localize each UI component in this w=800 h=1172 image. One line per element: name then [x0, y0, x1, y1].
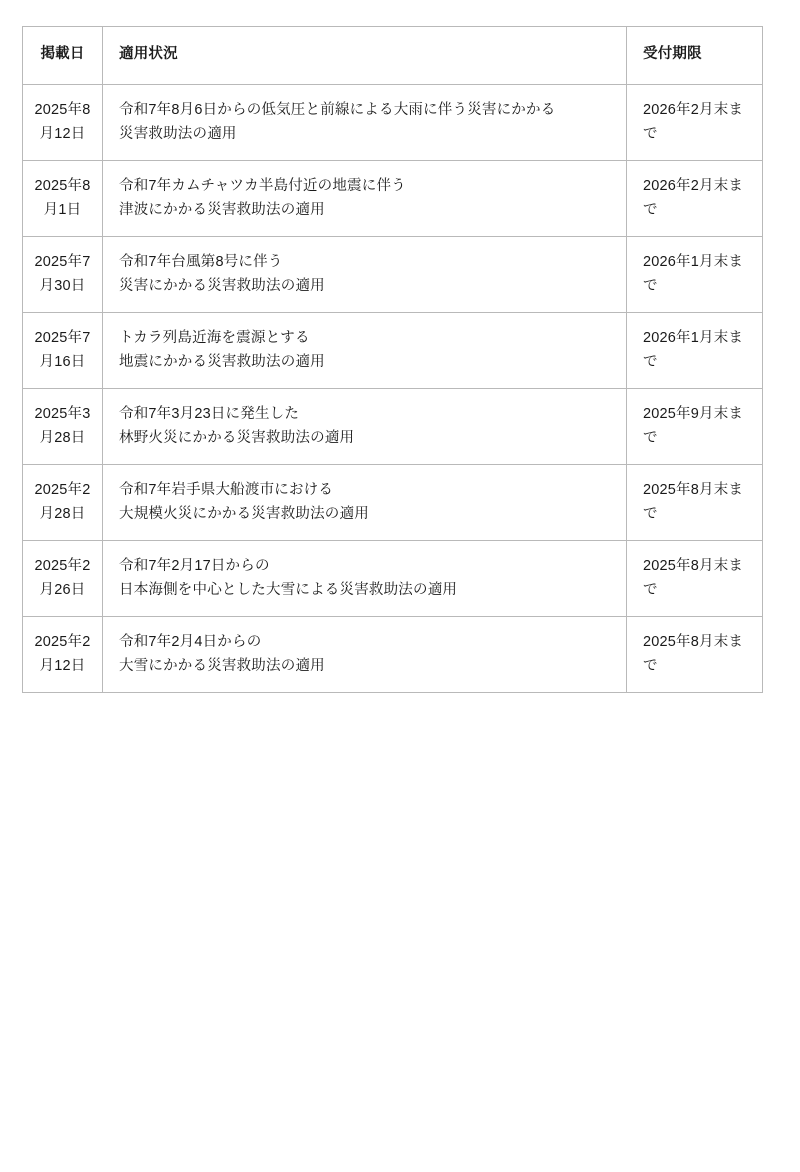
cell-application-status [103, 465, 627, 541]
table-row [23, 161, 763, 237]
status-line: 日本海側を中心とした大雪による災害救助法の適用 [119, 581, 458, 598]
status-line: 災害救助法の適用 [119, 125, 237, 142]
table-row [23, 237, 763, 313]
cell-posted-date: 2025年7月16日 [23, 313, 103, 389]
status-line: 津波にかかる災害救助法の適用 [119, 201, 325, 218]
cell-application-status [103, 313, 627, 389]
table-header [23, 27, 763, 85]
cell-posted-date: 2025年2月12日 [23, 617, 103, 693]
table-body [23, 85, 763, 693]
table-row [23, 85, 763, 161]
cell-deadline: 2025年8月末まで [627, 465, 763, 541]
table-header-row [23, 27, 763, 85]
status-line: 令和7年台風第8号に伴う [119, 254, 283, 271]
cell-deadline: 2025年8月末まで [627, 617, 763, 693]
status-line: 令和7年2月17日からの [119, 558, 270, 575]
cell-posted-date: 2025年2月28日 [23, 465, 103, 541]
cell-application-status [103, 541, 627, 617]
cell-deadline: 2025年8月末まで [627, 541, 763, 617]
cell-application-status [103, 237, 627, 313]
table-row [23, 389, 763, 465]
table-row [23, 541, 763, 617]
cell-posted-date: 2025年8月1日 [23, 161, 103, 237]
status-line: 令和7年3月23日に発生した [119, 406, 300, 423]
cell-deadline: 2026年2月末まで [627, 85, 763, 161]
cell-deadline: 2025年9月末まで [627, 389, 763, 465]
table-row [23, 617, 763, 693]
cell-application-status [103, 389, 627, 465]
column-header-deadline: 受付期限 [627, 27, 763, 85]
status-line: 令和7年8月6日からの低気圧と前線による大雨に伴う災害にかかる [119, 102, 556, 119]
column-header-date: 掲載日 [23, 27, 103, 85]
cell-application-status [103, 161, 627, 237]
disaster-relief-table [22, 26, 763, 693]
cell-posted-date: 2025年2月26日 [23, 541, 103, 617]
status-line: 大規模火災にかかる災害救助法の適用 [119, 505, 369, 522]
status-line: 災害にかかる災害救助法の適用 [119, 277, 325, 294]
status-line: 大雪にかかる災害救助法の適用 [119, 657, 325, 674]
status-line: トカラ列島近海を震源とする [119, 330, 310, 347]
cell-posted-date: 2025年7月30日 [23, 237, 103, 313]
cell-posted-date: 2025年8月12日 [23, 85, 103, 161]
table-row [23, 465, 763, 541]
table-row [23, 313, 763, 389]
status-line: 令和7年岩手県大船渡市における [119, 482, 334, 499]
cell-deadline: 2026年1月末まで [627, 313, 763, 389]
status-line: 林野火災にかかる災害救助法の適用 [119, 429, 355, 446]
status-line: 地震にかかる災害救助法の適用 [119, 353, 325, 370]
status-line: 令和7年カムチャツカ半島付近の地震に伴う [119, 178, 406, 195]
cell-application-status [103, 85, 627, 161]
status-line: 令和7年2月4日からの [119, 634, 262, 651]
cell-deadline: 2026年1月末まで [627, 237, 763, 313]
column-header-status: 適用状況 [103, 27, 627, 85]
cell-posted-date: 2025年3月28日 [23, 389, 103, 465]
cell-deadline: 2026年2月末まで [627, 161, 763, 237]
cell-application-status [103, 617, 627, 693]
